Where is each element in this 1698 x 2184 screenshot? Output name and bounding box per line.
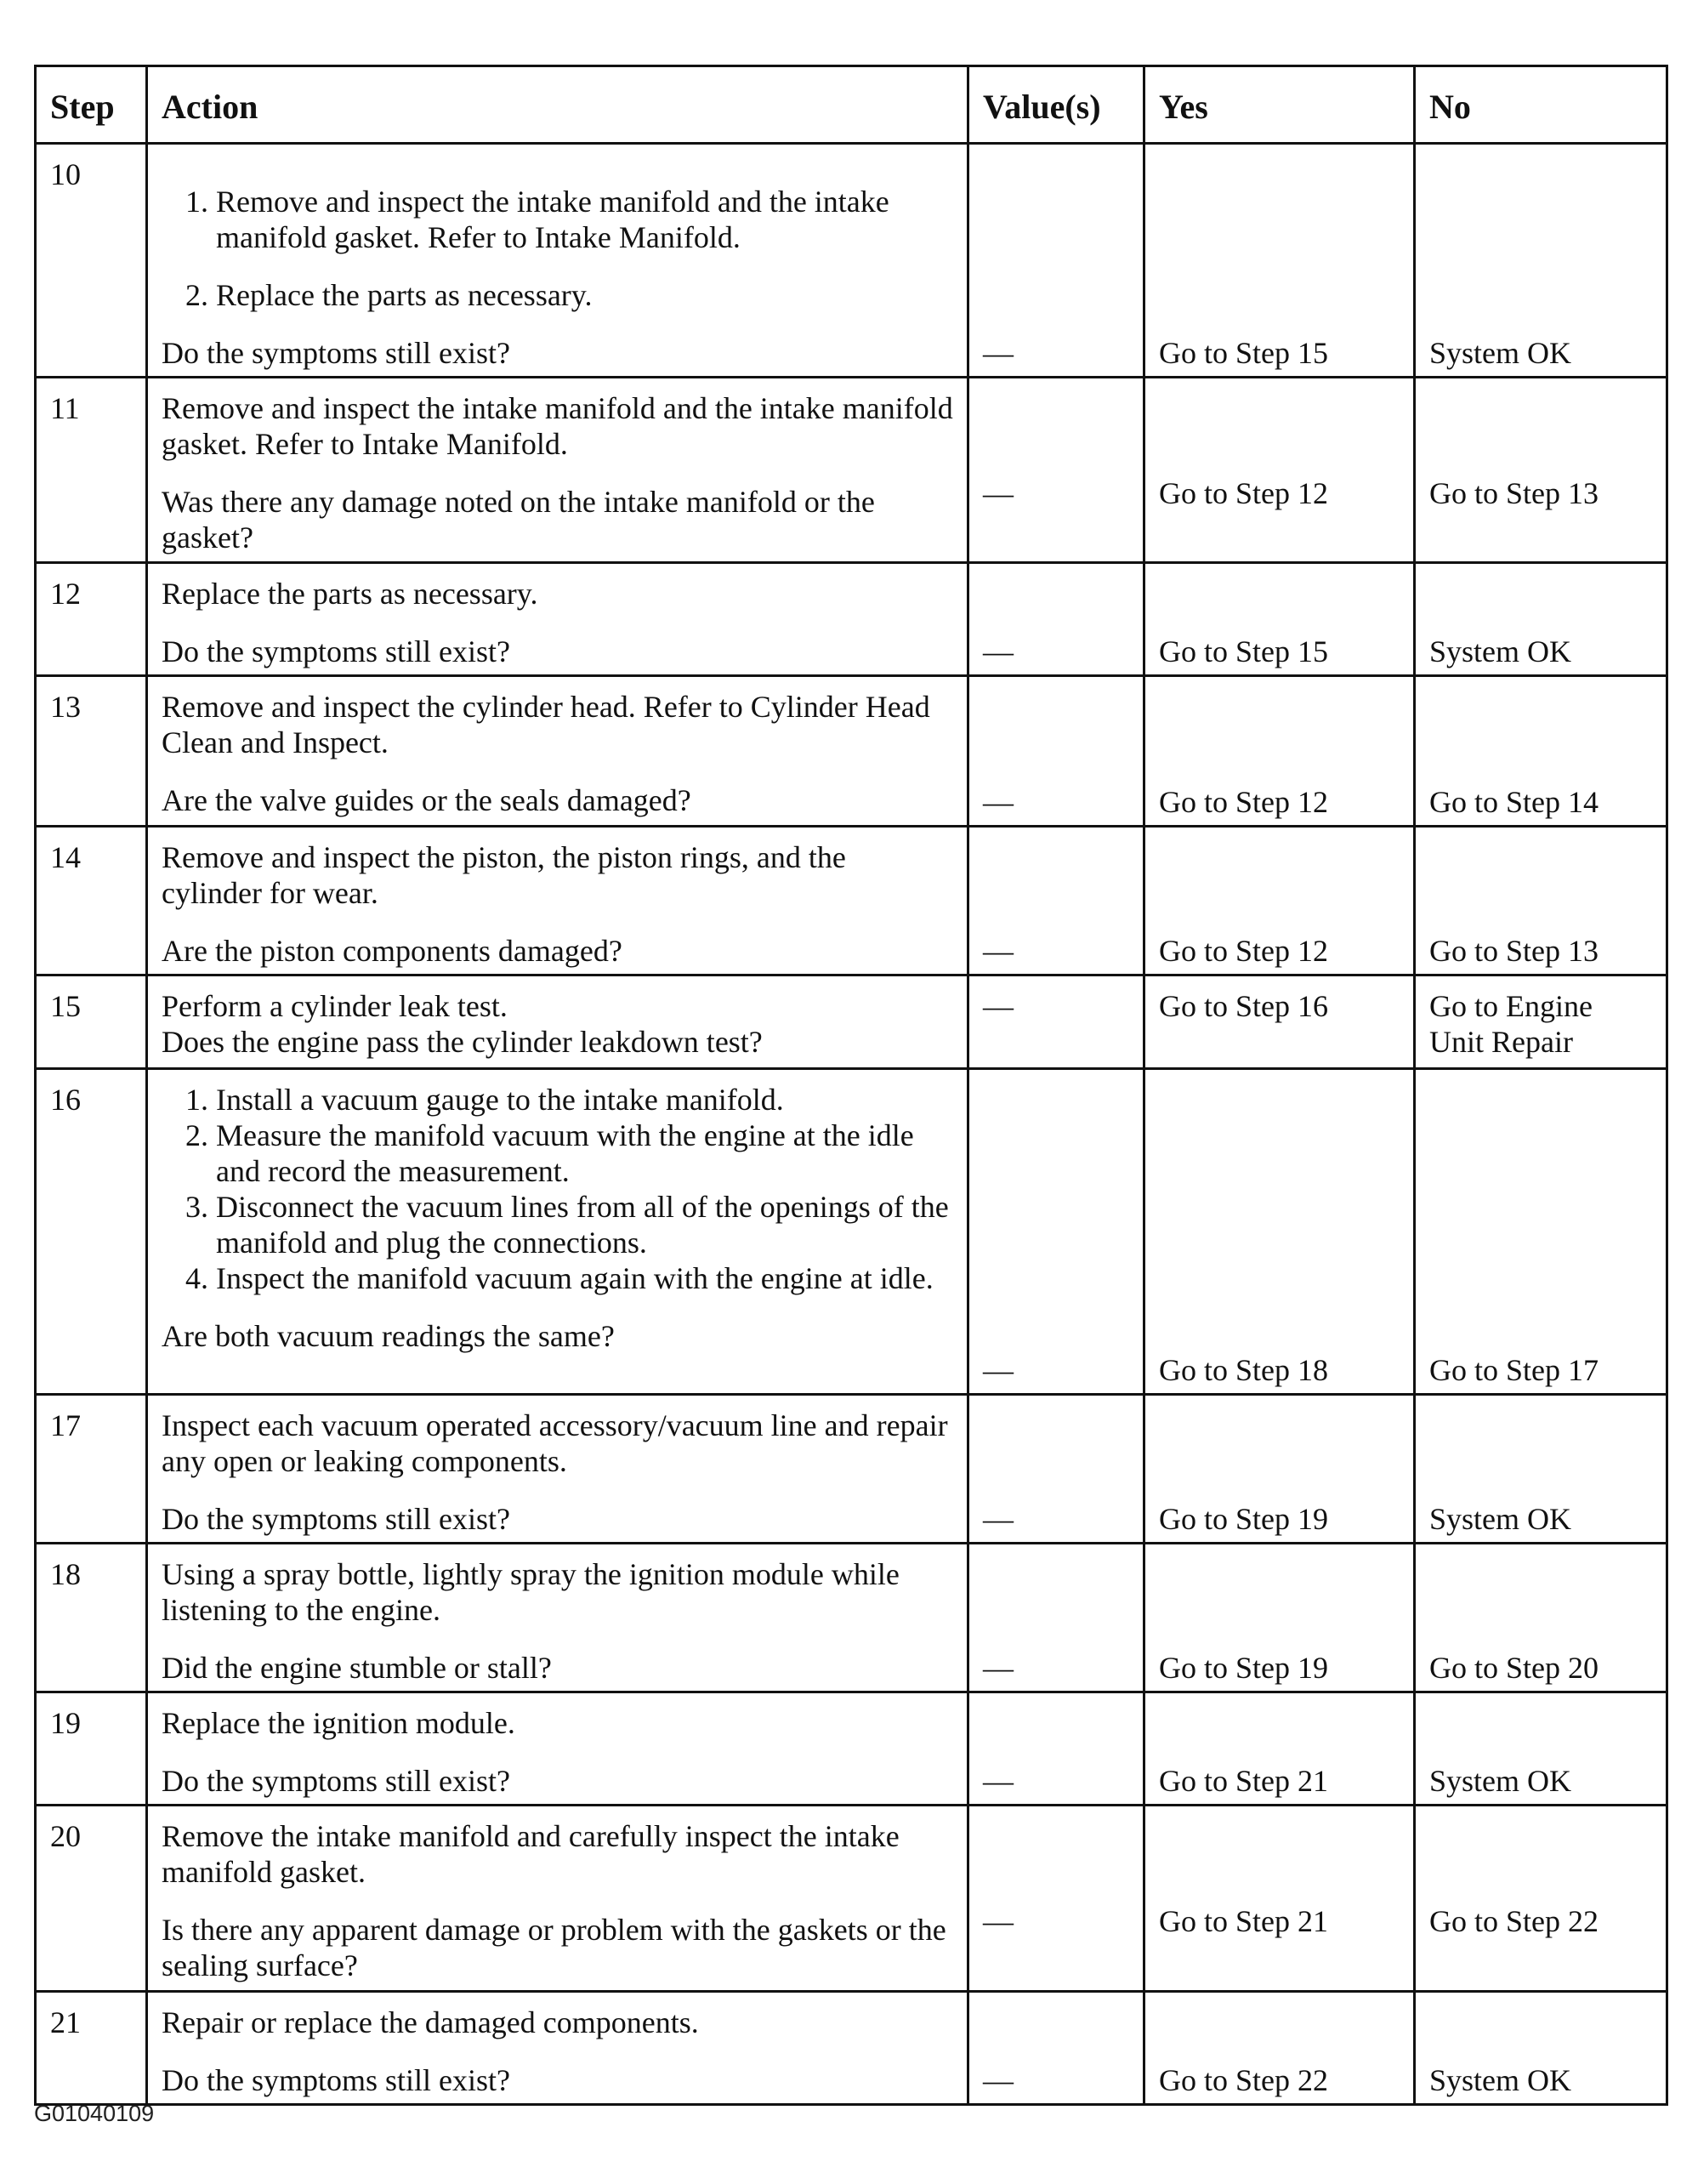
- table-row: [36, 378, 1667, 563]
- step-number: 15: [36, 975, 147, 1069]
- yes-cell: Go to Step 18: [1144, 1069, 1415, 1395]
- action-cell: [147, 1544, 968, 1692]
- table-row: [36, 144, 1667, 378]
- no-cell: Go to Step 17: [1415, 1069, 1667, 1395]
- header-row: [36, 66, 1667, 144]
- action-question: Is there any apparent damage or problem with the gaskets or the sealing surface?: [162, 1913, 946, 1982]
- action-question: Did the engine stumble or stall?: [162, 1651, 552, 1685]
- step-number: 10: [36, 144, 147, 378]
- table-row: [36, 1544, 1667, 1692]
- action-question: Do the symptoms still exist?: [162, 634, 510, 668]
- action-question: Do the symptoms still exist?: [162, 1502, 510, 1536]
- action-cell: [147, 1069, 968, 1395]
- value-dash: —: [983, 634, 1014, 668]
- header-action: Action: [147, 66, 968, 144]
- yes-cell: Go to Step 22: [1144, 1992, 1415, 2105]
- action-text: Replace the ignition module.: [162, 1706, 515, 1740]
- no-cell: Go to Step 14: [1415, 676, 1667, 827]
- no-cell: Go to Engine Unit Repair: [1415, 975, 1667, 1069]
- value-cell: [968, 827, 1144, 975]
- no-cell: Go to Step 22: [1415, 1806, 1667, 1992]
- value-dash: —: [983, 934, 1014, 968]
- action-cell: [147, 1395, 968, 1544]
- value-dash: —: [983, 2063, 1014, 2097]
- header-step: Step: [36, 66, 147, 144]
- action-question: Does the engine pass the cylinder leakdown test?: [162, 1025, 763, 1059]
- header-values: Value(s): [968, 66, 1144, 144]
- action-list-item: 2. Replace the parts as necessary.: [216, 277, 953, 313]
- action-question: Are the valve guides or the seals damaged?: [162, 783, 691, 817]
- action-list-item: 1. Remove and inspect the intake manifold and the intake manifold gasket. Refer to Intake Manifold.: [216, 184, 953, 255]
- no-cell: Go to Step 13: [1415, 378, 1667, 563]
- action-list-item: 4. Inspect the manifold vacuum again with the engine at idle.: [216, 1260, 953, 1296]
- yes-cell: Go to Step 15: [1144, 563, 1415, 676]
- figure-code: G01040109: [34, 2101, 155, 2126]
- action-cell: [147, 975, 968, 1069]
- action-list-item: 1. Install a vacuum gauge to the intake manifold.: [216, 1082, 953, 1118]
- header-no: No: [1415, 66, 1667, 144]
- table-row: [36, 1692, 1667, 1806]
- yes-cell: Go to Step 21: [1144, 1806, 1415, 1992]
- action-question: Do the symptoms still exist?: [162, 336, 510, 370]
- action-question: Was there any damage noted on the intake manifold or the gasket?: [162, 485, 875, 555]
- value-cell: [968, 1544, 1144, 1692]
- no-cell: Go to Step 20: [1415, 1544, 1667, 1692]
- value-cell: [968, 144, 1144, 378]
- yes-cell: Go to Step 12: [1144, 827, 1415, 975]
- value-dash: —: [983, 1353, 1014, 1387]
- table-row: [36, 1395, 1667, 1544]
- value-cell: [968, 378, 1144, 563]
- value-dash: —: [983, 1502, 1014, 1536]
- step-number: 20: [36, 1806, 147, 1992]
- action-cell: [147, 676, 968, 827]
- table-row: [36, 1992, 1667, 2105]
- action-question: Are both vacuum readings the same?: [162, 1319, 615, 1353]
- action-cell: [147, 827, 968, 975]
- value-cell: [968, 1692, 1144, 1806]
- action-text: Replace the parts as necessary.: [162, 577, 538, 611]
- action-list-item: 3. Disconnect the vacuum lines from all of the openings of the manifold and plug the connections.: [216, 1189, 953, 1260]
- action-text: Remove and inspect the intake manifold and the intake manifold gasket. Refer to Intake Manifold.: [162, 391, 953, 461]
- step-number: 18: [36, 1544, 147, 1692]
- action-cell: [147, 1806, 968, 1992]
- action-cell: [147, 378, 968, 563]
- table-row: [36, 1069, 1667, 1395]
- step-number: 21: [36, 1992, 147, 2105]
- value-cell: [968, 1806, 1144, 1992]
- value-dash: —: [983, 475, 1014, 510]
- no-cell: System OK: [1415, 1692, 1667, 1806]
- yes-cell: Go to Step 19: [1144, 1395, 1415, 1544]
- header-yes: Yes: [1144, 66, 1415, 144]
- value-dash: —: [983, 336, 1014, 370]
- yes-cell: Go to Step 12: [1144, 378, 1415, 563]
- action-text: Remove and inspect the piston, the piston rings, and the cylinder for wear.: [162, 840, 846, 910]
- value-cell: [968, 676, 1144, 827]
- value-dash: —: [983, 1764, 1014, 1798]
- value-cell: [968, 1395, 1144, 1544]
- action-cell: [147, 563, 968, 676]
- step-number: 17: [36, 1395, 147, 1544]
- yes-cell: Go to Step 12: [1144, 676, 1415, 827]
- action-text: Inspect each vacuum operated accessory/vacuum line and repair any open or leaking components.: [162, 1408, 948, 1478]
- table-row: [36, 563, 1667, 676]
- action-cell: [147, 144, 968, 378]
- step-number: 12: [36, 563, 147, 676]
- no-cell: System OK: [1415, 144, 1667, 378]
- step-number: 13: [36, 676, 147, 827]
- action-text: Remove the intake manifold and carefully inspect the intake manifold gasket.: [162, 1819, 900, 1889]
- step-number: 14: [36, 827, 147, 975]
- yes-cell: Go to Step 15: [1144, 144, 1415, 378]
- no-cell: System OK: [1415, 1395, 1667, 1544]
- action-cell: [147, 1992, 968, 2105]
- value-dash: —: [983, 989, 1014, 1023]
- yes-cell: Go to Step 19: [1144, 1544, 1415, 1692]
- diagnostic-table: [34, 65, 1668, 2106]
- value-dash: —: [983, 1651, 1014, 1685]
- action-question: Do the symptoms still exist?: [162, 1764, 510, 1798]
- action-text: Repair or replace the damaged components.: [162, 2005, 699, 2039]
- step-number: 19: [36, 1692, 147, 1806]
- action-text: Perform a cylinder leak test.: [162, 989, 508, 1023]
- value-dash: —: [983, 785, 1014, 819]
- action-text: Remove and inspect the cylinder head. Refer to Cylinder Head Clean and Inspect.: [162, 690, 930, 759]
- action-text: Using a spray bottle, lightly spray the ignition module while listening to the engine.: [162, 1557, 900, 1627]
- action-list: [162, 184, 953, 313]
- table-row: [36, 975, 1667, 1069]
- action-list: [162, 1082, 953, 1296]
- no-cell: Go to Step 13: [1415, 827, 1667, 975]
- action-question: Are the piston components damaged?: [162, 934, 622, 968]
- step-number: 11: [36, 378, 147, 563]
- value-cell: [968, 1992, 1144, 2105]
- table-row: [36, 827, 1667, 975]
- value-cell: [968, 975, 1144, 1069]
- yes-cell: Go to Step 16: [1144, 975, 1415, 1069]
- table-row: [36, 676, 1667, 827]
- table-row: [36, 1806, 1667, 1992]
- step-number: 16: [36, 1069, 147, 1395]
- value-cell: [968, 563, 1144, 676]
- value-dash: —: [983, 1904, 1014, 1938]
- action-list-item: 2. Measure the manifold vacuum with the engine at the idle and record the measurement.: [216, 1118, 953, 1189]
- yes-cell: Go to Step 21: [1144, 1692, 1415, 1806]
- no-cell: System OK: [1415, 1992, 1667, 2105]
- action-cell: [147, 1692, 968, 1806]
- action-question: Do the symptoms still exist?: [162, 2063, 510, 2097]
- no-cell: System OK: [1415, 563, 1667, 676]
- value-cell: [968, 1069, 1144, 1395]
